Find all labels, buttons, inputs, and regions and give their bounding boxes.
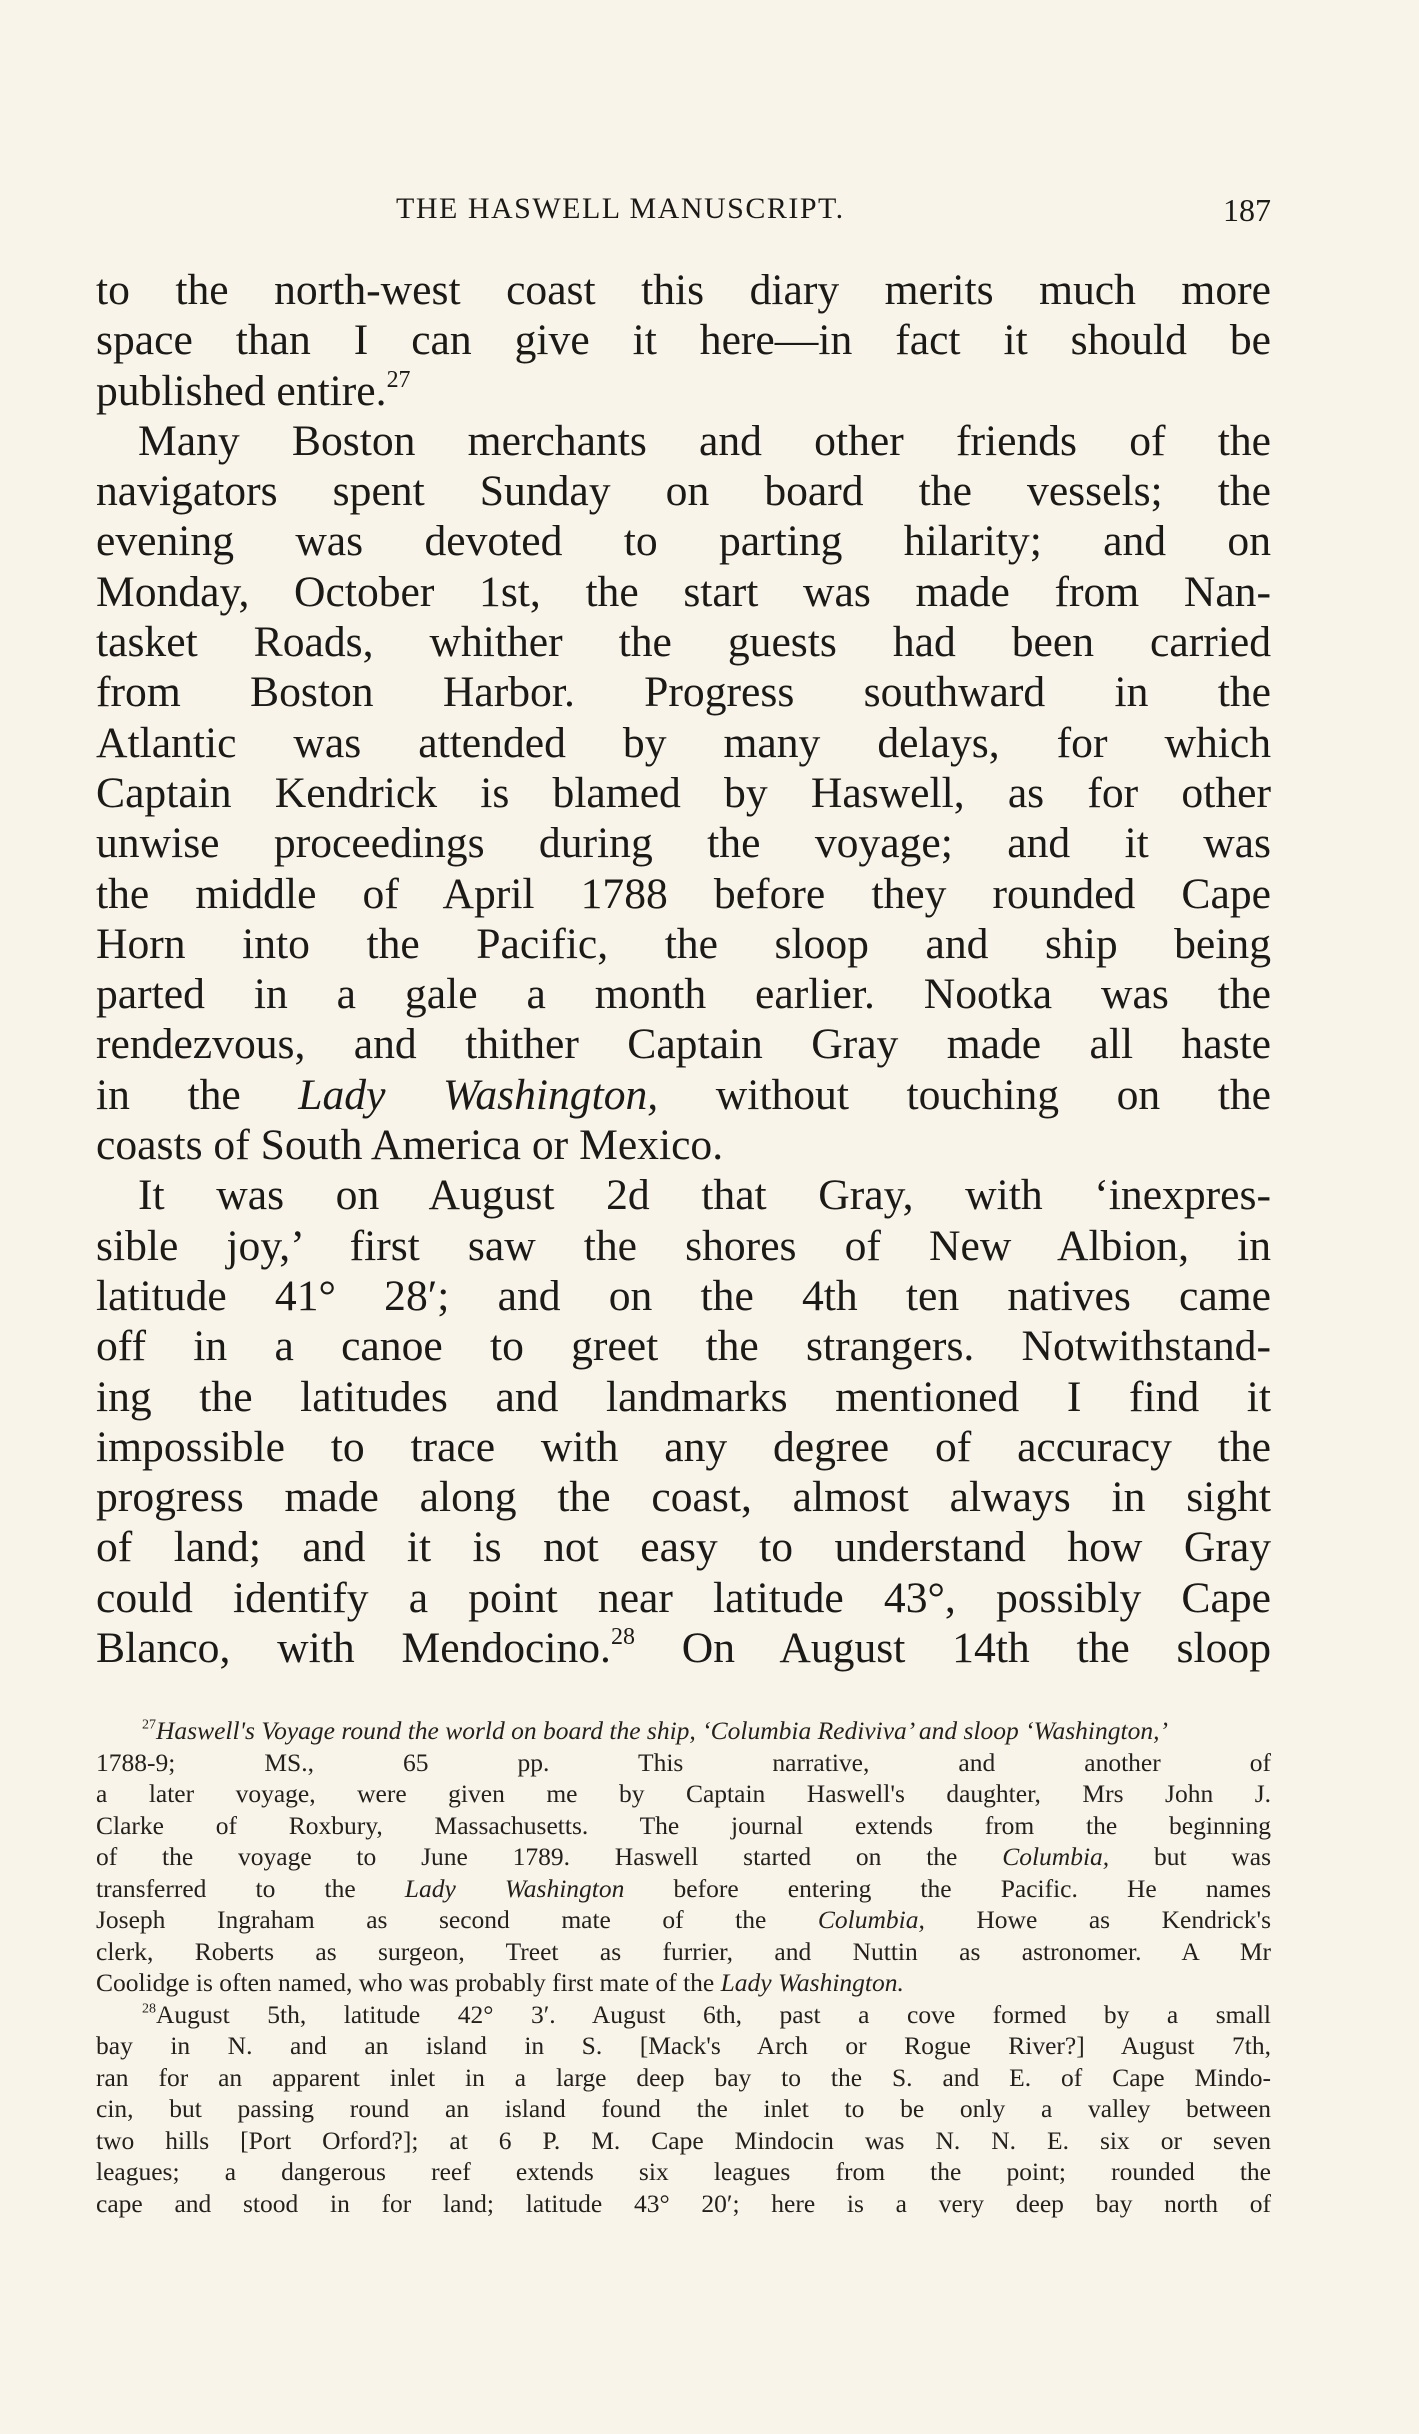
text-line: space than I can give it here—in fact it should be [96, 316, 1271, 365]
text-run: On August 14th the sloop [634, 1624, 1271, 1673]
text-run: in the [96, 1070, 299, 1119]
text-line: Captain Kendrick is blamed by Haswell, as for other [96, 768, 1271, 817]
ship-name: Lady Washington. [720, 1968, 904, 1997]
footnote-line: a later voyage, were given me by Captain Haswell's daughter, Mrs John J. [96, 1779, 1271, 1808]
text-line [96, 366, 1271, 416]
footnote-mark-28: 28 [142, 2000, 157, 2016]
text-line [96, 1070, 1271, 1120]
footnotes [96, 1715, 1271, 2219]
page-header [96, 192, 1271, 234]
ship-name: Lady Washington, [298, 1070, 659, 1119]
text-line: parted in a gale a month earlier. Nootka was the [96, 970, 1271, 1019]
running-head: THE HASWELL MANUSCRIPT. [396, 192, 845, 225]
text-run: Joseph Ingraham as second mate of the [96, 1905, 818, 1934]
main-text [96, 265, 1271, 1673]
text-run: Blanco, with Mendocino. [96, 1624, 611, 1673]
text-line: impossible to trace with any degree of accuracy the [96, 1422, 1271, 1471]
text-run: transferred to the [96, 1873, 405, 1903]
text-run: published entire. [96, 366, 387, 415]
footnote-line: clerk, Roberts as surgeon, Treet as furrier, and Nuttin as astronomer. A Mr [96, 1936, 1271, 1966]
footnote-line: ran for an apparent inlet in a large deep bay to the S. and E. of Cape Mindo- [96, 2062, 1271, 2092]
text-line: the middle of April 1788 before they rounded Cape [96, 869, 1271, 918]
footnote-27-title [96, 1715, 1271, 1747]
text-line: progress made along the coast, almost always in sight [96, 1473, 1271, 1522]
text-line: ing the latitudes and landmarks mentioned I find it [96, 1372, 1271, 1421]
text-line [96, 1623, 1271, 1673]
text-run: but was [1109, 1842, 1271, 1871]
text-line: Monday, October 1st, the start was made from Nan- [96, 567, 1271, 616]
footnote-28-first [96, 1999, 1271, 2031]
ship-name: Columbia, [1002, 1842, 1110, 1871]
footnote-ref-28[interactable]: 28 [610, 1624, 635, 1651]
footnote-line: bay in N. and an island in S. [Mack's Arch or Rogue River?] August 7th, [96, 2031, 1271, 2060]
text-line: could identify a point near latitude 43°, possibly Cape [96, 1573, 1271, 1622]
page-number: 187 [1223, 192, 1271, 228]
text-line: Horn into the Pacific, the sloop and ship being [96, 919, 1271, 968]
text-line: It was on August 2d that Gray, with ‘inexpres- [138, 1171, 1271, 1220]
text-line: coasts of South America or Mexico. [96, 1121, 724, 1170]
text-line: to the north-west coast this diary merits much more [96, 266, 1271, 314]
text-line: navigators spent Sunday on board the vessels; the [96, 467, 1271, 516]
footnote-line [96, 1873, 1271, 1905]
text-run: of the voyage to June 1789. Haswell started on the [96, 1842, 1003, 1871]
footnote-ref-27[interactable]: 27 [386, 366, 411, 393]
footnote-line: cin, but passing round an island found the inlet to be only a valley between [96, 2094, 1271, 2123]
manuscript-title: Haswell's Voyage round the world on board the ship, ‘Columbia Rediviva’ and sloop ‘Washington,’ [156, 1716, 1168, 1745]
footnote-mark-27: 27 [142, 1717, 157, 1733]
text-line: unwise proceedings during the voyage; and it was [96, 819, 1271, 868]
footnote-line [96, 1841, 1271, 1873]
text-line: rendezvous, and thither Captain Gray made all haste [96, 1020, 1271, 1069]
footnote-line: Clarke of Roxbury, Massachusetts. The journal extends from the beginning [96, 1810, 1271, 1840]
text-line: evening was devoted to parting hilarity; and on [96, 517, 1271, 566]
text-run: Coolidge is often named, who was probably first mate of the [96, 1968, 721, 1997]
text-line: Many Boston merchants and other friends of the [138, 416, 1271, 465]
text-run: before entering the Pacific. He names [624, 1873, 1271, 1903]
text-run: without touching on the [658, 1070, 1271, 1119]
text-line: off in a canoe to greet the strangers. Notwithstand- [96, 1322, 1271, 1371]
text-line: from Boston Harbor. Progress southward in the [96, 668, 1271, 717]
text-line: sible joy,’ first saw the shores of New Albion, in [96, 1221, 1271, 1270]
text-line: of land; and it is not easy to understand how Gray [96, 1523, 1271, 1572]
footnote-line: two hills [Port Orford?]; at 6 P. M. Cape Mindocin was N. N. E. six or seven [96, 2125, 1271, 2155]
footnote-line: leagues; a dangerous reef extends six leagues from the point; rounded the [96, 2157, 1271, 2186]
ship-name: Lady Washington [404, 1873, 625, 1903]
text-run: August 5th, latitude 42° 3′. August 6th, past a cove formed by a small [156, 1999, 1271, 2029]
ship-name: Columbia, [817, 1905, 925, 1934]
text-line: latitude 41° 28′; and on the 4th ten natives came [96, 1271, 1271, 1320]
text-line: Atlantic was attended by many delays, for which [96, 718, 1271, 767]
footnote-line: 1788-9; MS., 65 pp. This narrative, and another of [96, 1747, 1271, 1777]
text-line: tasket Roads, whither the guests had been carried [96, 618, 1271, 667]
footnote-line [96, 1967, 1271, 1999]
footnote-line [96, 1904, 1271, 1936]
footnote-line: cape and stood in for land; latitude 43° 20′; here is a very deep bay north of [96, 2188, 1271, 2218]
text-run: Howe as Kendrick's [924, 1905, 1271, 1934]
